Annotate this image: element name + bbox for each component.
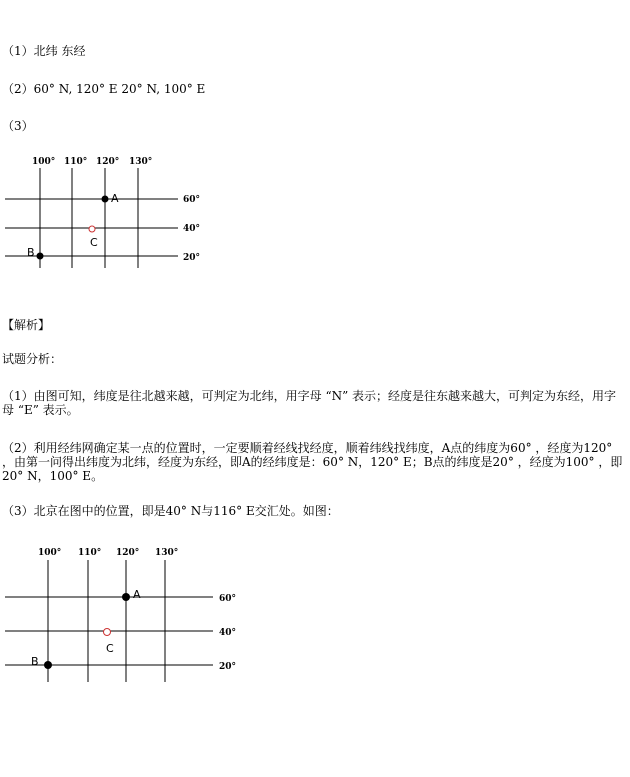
lat-label: 60° (219, 594, 237, 604)
point-a-marker (102, 196, 109, 203)
analysis-heading: 【解析】 (2, 318, 51, 332)
lon-label: 120° (96, 157, 120, 167)
answer-3: （3） (2, 119, 34, 133)
point-a-label: A (133, 588, 141, 601)
lon-label: 130° (155, 548, 179, 558)
analysis-paragraph-1: （1）由图可知，纬度是往北越来越，可判定为北纬，用字母 “N” 表示；经度是往东越来越大，可判定为东经，用字母 “E” 表示。 (2, 389, 617, 417)
point-a-label: A (111, 192, 119, 205)
point-c-marker (104, 629, 111, 636)
lon-label: 120° (116, 548, 140, 558)
lat-label: 40° (183, 224, 201, 234)
point-b-marker (37, 253, 44, 260)
point-a-marker (122, 593, 130, 601)
lon-label: 100° (38, 548, 62, 558)
lon-label: 100° (32, 157, 56, 167)
point-b-label: B (27, 246, 35, 259)
point-b-marker (44, 661, 52, 669)
lat-lon-grid-figure-1 (0, 150, 230, 270)
lat-lon-grid-figure-2 (0, 540, 260, 685)
lon-label: 110° (78, 548, 102, 558)
lon-label: 110° (64, 157, 88, 167)
point-c-marker (89, 226, 95, 232)
analysis-intro: 试题分析： (2, 352, 63, 366)
point-c-label: C (90, 236, 98, 249)
lat-label: 40° (219, 628, 237, 638)
analysis-paragraph-3: （3）北京在图中的位置，即是40° N与116° E交汇处。如图： (2, 504, 339, 518)
answer-2: （2）60° N, 120° E 20° N, 100° E (2, 82, 206, 96)
point-b-label: B (31, 655, 39, 668)
lat-label: 20° (219, 662, 237, 672)
analysis-paragraph-2: （2）利用经纬网确定某一点的位置时，一定要顺着经线找经度，顺着纬线找纬度，A点的纬度为60° ，经度为120° ，由第一问得出纬度为北纬，经度为东经，即A的经纬度是：60° N，120° E；B点的纬度是20° ，经度为100° ，即 20° N，100° E。 (2, 441, 623, 483)
point-c-label: C (106, 642, 114, 655)
answer-1: （1）北纬 东经 (2, 44, 86, 58)
lat-label: 20° (183, 253, 201, 263)
lat-label: 60° (183, 195, 201, 205)
lon-label: 130° (129, 157, 153, 167)
